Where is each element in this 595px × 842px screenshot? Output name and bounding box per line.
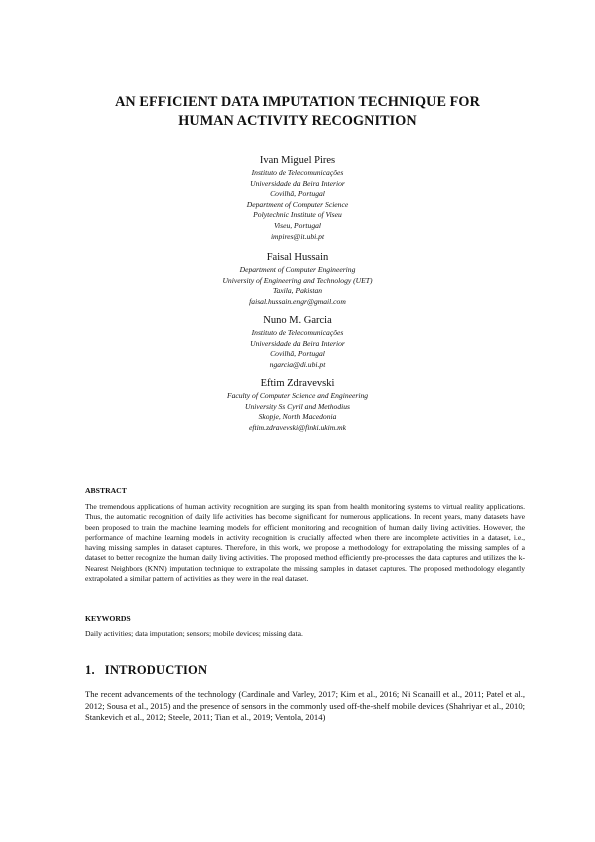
- author-block-3: [120, 314, 475, 370]
- section-number: 1.: [85, 663, 95, 677]
- section-title: INTRODUCTION: [104, 663, 208, 677]
- abstract-text: The tremendous applications of human activity recognition are surging its span from health monitoring systems to virtual reality applications. Thus, the automatic recognition of daily life activities has become significant for numerous applications. In recent years, many datasets have been proposed to train the machine learning models for efficient monitoring and recognition of human daily living activities. However, the performance of machine learning models in activity recognition is crucially affected when there are incomplete activities in a dataset, i.e., having missing samples in dataset captures. Therefore, in this work, we propose a methodology for extrapolating the missing samples of a dataset to better recognize the human daily living activities. The proposed method efficiently pre-processes the data captures and utilizes the k-Nearest Neighbors (KNN) imputation technique to extrapolate the missing samples in dataset captures. The proposed methodology elegantly extrapolated a similar pattern of activities as they were in the real dataset.: [85, 502, 525, 584]
- author-affiliation-line: Faculty of Computer Science and Engineering: [226, 391, 369, 400]
- introduction-text: The recent advancements of the technology (Cardinale and Varley, 2017; Kim et al., 2016; Ni Scanaill et al., 2011; Patel et al., 2012; Sousa et al., 2015) and the presence of sensors in the commonly used off-the-shelf mobile devices (Shahriyar et al., 2010; Stankevich et al., 2012; Steele, 2011; Tian et al., 2019; Ventola, 2014): [85, 689, 525, 723]
- author-affiliation-line: Viseu, Portugal: [273, 220, 322, 230]
- author-name: Ivan Miguel Pires: [259, 155, 336, 166]
- title-line-2: HUMAN ACTIVITY RECOGNITION: [178, 113, 417, 129]
- author-affiliation-line: Universidade da Beira Interior: [250, 178, 345, 188]
- author-block-4: [120, 377, 475, 433]
- author-name: Eftim Zdravevski: [260, 378, 335, 389]
- author-email: impires@it.ubi.pt: [270, 231, 325, 241]
- author-email: ngarcia@di.ubi.pt: [269, 359, 326, 369]
- author-block-1: [120, 154, 475, 242]
- author-affiliation-line: Skopje, North Macedonia: [258, 412, 337, 422]
- author-affiliation-line: Covilhã, Portugal: [270, 189, 325, 199]
- author-name: Nuno M. Garcia: [263, 315, 332, 326]
- author-affiliation-line: Polytechnic Institute of Viseu: [253, 210, 342, 220]
- keywords-text: Daily activities; data imputation; sensors; mobile devices; missing data.: [85, 629, 303, 638]
- author-affiliation-line: Department of Computer Engineering: [239, 265, 356, 274]
- author-affiliation-line: University of Engineering and Technology (UET): [222, 275, 373, 285]
- author-block-2: [120, 251, 475, 307]
- author-affiliation-line: University Ss Cyril and Methodius: [244, 401, 351, 411]
- author-affiliation-line: Covilhã, Portugal: [270, 349, 325, 359]
- paper-title: [60, 93, 535, 131]
- author-affiliation-line: Taxila, Pakistan: [272, 286, 323, 296]
- author-affiliation-line: Instituto de Telecomunicações: [251, 328, 344, 337]
- title-line-1: AN EFFICIENT DATA IMPUTATION TECHNIQUE FOR: [115, 94, 480, 110]
- author-affiliation-line: Universidade da Beira Interior: [250, 338, 345, 348]
- keywords-heading: KEYWORDS: [85, 614, 131, 623]
- author-name: Faisal Hussain: [266, 252, 329, 263]
- author-email: eftim.zdravevski@finki.ukim.mk: [248, 422, 347, 432]
- abstract-heading: ABSTRACT: [85, 486, 127, 495]
- author-email: faisal.hussain.engr@gmail.com: [249, 296, 346, 306]
- author-affiliation-line: Instituto de Telecomunicações: [251, 168, 344, 177]
- section-heading-introduction: [85, 663, 207, 678]
- author-affiliation-line: Department of Computer Science: [246, 199, 349, 209]
